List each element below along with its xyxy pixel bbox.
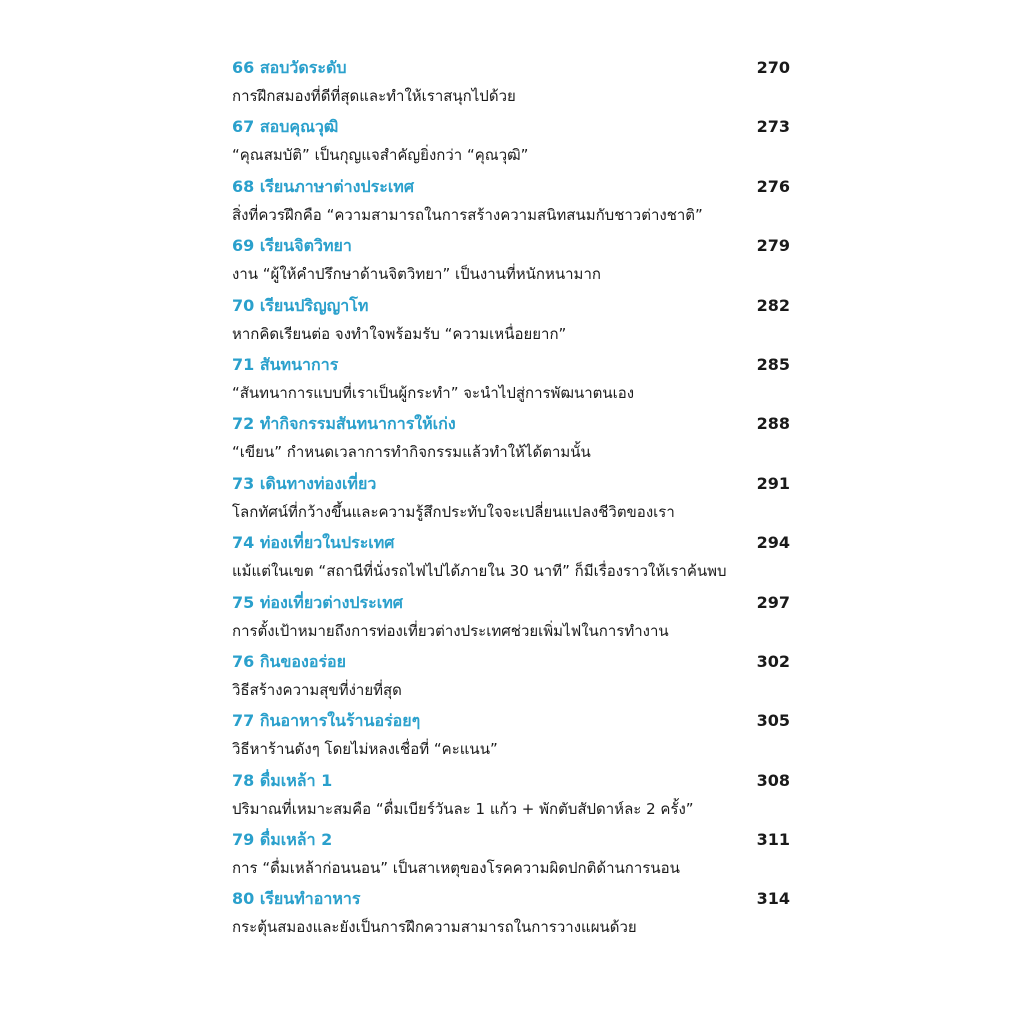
toc-entry-subtitle: หากคิดเรียนต่อ จงทำใจพร้อมรับ “ความเหนื่อยยาก” — [232, 324, 567, 343]
toc-entry-page-number: 291 — [756, 473, 790, 493]
toc-entry-title-text: กินของอร่อย — [259, 651, 347, 671]
toc-entry-title-text: ดื่มเหล้า 2 — [259, 830, 333, 850]
toc-entry — [232, 587, 790, 646]
toc-entry-title[interactable] — [232, 474, 376, 493]
toc-entry-title-text: สอบคุณวุฒิ — [259, 117, 339, 137]
toc-entry-subtitle: แม้แต่ในเขต “สถานีที่นั่งรถไฟไปได้ภายใน 30 นาที” ก็มีเรื่องราวให้เราค้นพบ — [232, 562, 727, 581]
toc-entry-heading — [232, 468, 790, 500]
toc-entry — [232, 883, 790, 942]
toc-entry-subtitle: “คุณสมบัติ” เป็นกุญแจสำคัญยิ่งกว่า “คุณวุฒิ” — [232, 146, 529, 165]
toc-entry-title-text: เรียนภาษาต่างประเทศ — [259, 176, 414, 196]
toc-entry-page-number: 294 — [756, 533, 790, 553]
toc-entry-title-text: ทำกิจกรรมสันทนาการให้เก่ง — [259, 414, 456, 434]
toc-entry-number: 70 — [232, 295, 255, 315]
toc-entry-title-text: กินอาหารในร้านอร่อยๆ — [259, 711, 421, 731]
toc-entry — [232, 468, 790, 527]
toc-entry-title-text: เรียนปริญญาโท — [259, 295, 369, 315]
toc-entry-subtitle: วิธีหาร้านดังๆ โดยไม่หลงเชื่อที่ “คะแนน” — [232, 740, 498, 759]
toc-entry-page-number: 314 — [756, 889, 790, 909]
toc-entry-page-number: 311 — [756, 830, 790, 850]
toc-entry-number: 71 — [232, 354, 255, 374]
toc-entry-heading — [232, 230, 790, 262]
toc-entry-subtitle: งาน “ผู้ให้คำปรึกษาด้านจิตวิทยา” เป็นงานที่หนักหนามาก — [232, 265, 601, 284]
toc-entry — [232, 765, 790, 824]
toc-entry-subtitle: “สันทนาการแบบที่เราเป็นผู้กระทำ” จะนำไปสู่การพัฒนาตนเอง — [232, 383, 635, 402]
toc-entry-title-text: ท่องเที่ยวในประเทศ — [259, 533, 395, 553]
toc-entry-subtitle: การ “ดื่มเหล้าก่อนนอน” เป็นสาเหตุของโรคความผิดปกติด้านการนอน — [232, 859, 680, 878]
toc-entry — [232, 349, 790, 408]
toc-entry — [232, 824, 790, 883]
toc-entry-page-number: 273 — [756, 117, 790, 137]
toc-entry-page-number: 285 — [756, 354, 790, 374]
toc-entry-subtitle: วิธีสร้างความสุขที่ง่ายที่สุด — [232, 680, 402, 699]
toc-entry-heading — [232, 349, 790, 381]
toc-entry — [232, 52, 790, 111]
toc-entry-title[interactable] — [232, 593, 403, 612]
toc-entry-title-text: เดินทางท่องเที่ยว — [259, 473, 377, 493]
toc-entry-page-number: 288 — [756, 414, 790, 434]
toc-entry-heading — [232, 111, 790, 143]
toc-entry-number: 77 — [232, 711, 255, 731]
toc-entry-subtitle: กระตุ้นสมองและยังเป็นการฝึกความสามารถในการวางแผนด้วย — [232, 918, 637, 937]
toc-entry-title-text: เรียนจิตวิทยา — [259, 236, 352, 256]
toc-entry — [232, 408, 790, 467]
toc-entry-number: 67 — [232, 117, 255, 137]
toc-entry-subtitle: ปริมาณที่เหมาะสมคือ “ดื่มเบียร์วันละ 1 แก้ว + พักตับสัปดาห์ละ 2 ครั้ง” — [232, 799, 694, 818]
toc-entry-title[interactable] — [232, 117, 338, 136]
toc-entry-heading — [232, 587, 790, 619]
toc-entry-page-number: 270 — [756, 58, 790, 77]
toc-entry-heading — [232, 408, 790, 440]
toc-entry-number: 72 — [232, 414, 255, 434]
toc-entry-subtitle: โลกทัศน์ที่กว้างขึ้นและความรู้สึกประทับใจจะเปลี่ยนแปลงชีวิตของเรา — [232, 502, 675, 521]
toc-entry-title[interactable] — [232, 236, 352, 255]
toc-entry-page-number: 305 — [756, 711, 790, 731]
toc-entry — [232, 705, 790, 764]
toc-entry-heading — [232, 52, 790, 84]
toc-entry-page-number: 276 — [756, 176, 790, 196]
toc-entry — [232, 171, 790, 230]
toc-entry-title[interactable] — [232, 355, 338, 374]
toc-entry-page-number: 297 — [756, 592, 790, 612]
toc-entry-title[interactable] — [232, 58, 346, 77]
toc-entry-number: 79 — [232, 830, 255, 850]
toc-entry-heading — [232, 171, 790, 203]
toc-entry-title[interactable] — [232, 830, 332, 849]
toc-entry-page-number: 282 — [756, 295, 790, 315]
toc-entry-number: 76 — [232, 651, 255, 671]
toc-entry-title[interactable] — [232, 771, 332, 790]
toc-entry — [232, 290, 790, 349]
toc-entry-title-text: ท่องเที่ยวต่างประเทศ — [259, 592, 403, 612]
toc-entry-number: 74 — [232, 533, 255, 553]
toc-entry-number: 68 — [232, 176, 255, 196]
toc-entry-title[interactable] — [232, 414, 456, 433]
toc-entry-heading — [232, 527, 790, 559]
toc-entry-heading — [232, 705, 790, 737]
toc-entry-page-number: 308 — [756, 770, 790, 790]
toc-entry-heading — [232, 646, 790, 678]
toc-entry-title[interactable] — [232, 296, 368, 315]
toc-entry-subtitle: การฝึกสมองที่ดีที่สุดและทำให้เราสนุกไปด้วย — [232, 87, 516, 105]
toc-entry — [232, 230, 790, 289]
toc-entry-number: 66 — [232, 58, 255, 77]
toc-entry-subtitle: การตั้งเป้าหมายถึงการท่องเที่ยวต่างประเทศช่วยเพิ่มไฟในการทำงาน — [232, 621, 669, 640]
toc-entry-title[interactable] — [232, 652, 346, 671]
toc-entry-heading — [232, 883, 790, 915]
toc-entry-heading — [232, 824, 790, 856]
toc-entry-title-text: เรียนทำอาหาร — [259, 889, 361, 909]
toc-entry-title[interactable] — [232, 711, 420, 730]
toc-entry-title[interactable] — [232, 533, 394, 552]
toc-entry-heading — [232, 290, 790, 322]
toc-entry-heading — [232, 765, 790, 797]
table-of-contents — [232, 52, 790, 943]
toc-entry-number: 78 — [232, 770, 255, 790]
toc-entry-subtitle: สิ่งที่ควรฝึกคือ “ความสามารถในการสร้างความสนิทสนมกับชาวต่างชาติ” — [232, 205, 703, 224]
toc-entry-number: 80 — [232, 889, 255, 909]
toc-entry-page-number: 279 — [756, 236, 790, 256]
toc-entry — [232, 527, 790, 586]
toc-entry-title-text: สอบวัดระดับ — [259, 58, 347, 77]
toc-entry — [232, 111, 790, 170]
toc-entry-subtitle: “เขียน” กำหนดเวลาการทำกิจกรรมแล้วทำให้ได้ตามนั้น — [232, 443, 591, 462]
toc-entry-page-number: 302 — [756, 651, 790, 671]
toc-entry-number: 75 — [232, 592, 255, 612]
toc-entry-title[interactable] — [232, 889, 360, 908]
toc-entry-title-text: ดื่มเหล้า 1 — [259, 770, 333, 790]
toc-entry-title[interactable] — [232, 177, 414, 196]
toc-entry-number: 69 — [232, 236, 255, 256]
toc-entry-number: 73 — [232, 473, 255, 493]
toc-entry-title-text: สันทนาการ — [259, 354, 339, 374]
toc-entry — [232, 646, 790, 705]
